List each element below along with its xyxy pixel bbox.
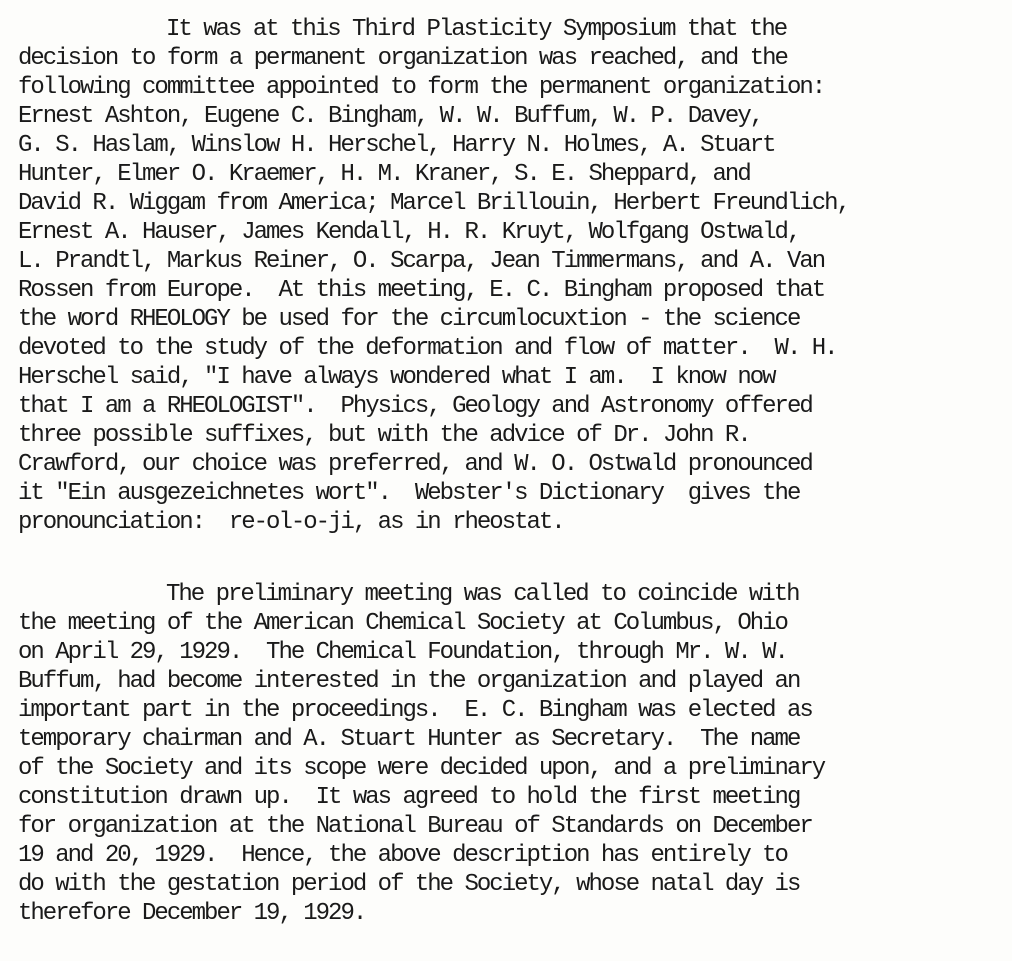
- text-line: important part in the proceedings. E. C. Bingham was elected as: [18, 697, 812, 724]
- text-line: following committee appointed to form the permanent organization:: [18, 74, 825, 101]
- text-line: temporary chairman and A. Stuart Hunter as Secretary. The name: [18, 726, 800, 753]
- text-line: for organization at the National Bureau of Standards on December: [18, 813, 812, 840]
- text-line: of the Society and its scope were decided upon, and a preliminary: [18, 755, 825, 782]
- text-line: G. S. Haslam, Winslow H. Herschel, Harry N. Holmes, A. Stuart: [18, 132, 775, 159]
- text-line: Rossen from Europe. At this meeting, E. C. Bingham proposed that: [18, 277, 825, 304]
- text-line: Buffum, had become interested in the organization and played an: [18, 668, 800, 695]
- text-line: do with the gestation period of the Society, whose natal day is: [18, 871, 800, 898]
- text-line: David R. Wiggam from America; Marcel Brillouin, Herbert Freundlich,: [18, 190, 849, 217]
- text-line: that I am a RHEOLOGIST". Physics, Geology and Astronomy offered: [18, 393, 812, 420]
- text-line: the word RHEOLOGY be used for the circumlocuxtion - the science: [18, 306, 800, 333]
- text-line: constitution drawn up. It was agreed to hold the first meeting: [18, 784, 800, 811]
- text-line: Ernest Ashton, Eugene C. Bingham, W. W. Buffum, W. P. Davey,: [18, 103, 763, 130]
- text-line: decision to form a permanent organization was reached, and the: [18, 45, 787, 72]
- text-line: therefore December 19, 1929.: [18, 900, 366, 927]
- text-line: the meeting of the American Chemical Society at Columbus, Ohio: [18, 610, 787, 637]
- text-line: Ernest A. Hauser, James Kendall, H. R. Kruyt, Wolfgang Ostwald,: [18, 219, 800, 246]
- text-line: Herschel said, "I have always wondered what I am. I know now: [18, 364, 775, 391]
- text-line: L. Prandtl, Markus Reiner, O. Scarpa, Jean Timmermans, and A. Van: [18, 248, 825, 275]
- text-line: Hunter, Elmer O. Kraemer, H. M. Kraner, S. E. Sheppard, and: [18, 161, 750, 188]
- text-line: 19 and 20, 1929. Hence, the above description has entirely to: [18, 842, 787, 869]
- text-line: pronounciation: re-ol-o-ji, as in rheostat.: [18, 509, 564, 536]
- text-line: on April 29, 1929. The Chemical Foundation, through Mr. W. W.: [18, 639, 787, 666]
- text-line: it "Ein ausgezeichnetes wort". Webster's Dictionary gives the: [18, 480, 800, 507]
- text-line: devoted to the study of the deformation and flow of matter. W. H.: [18, 335, 837, 362]
- text-line: It was at this Third Plasticity Symposium that the: [166, 16, 787, 43]
- text-line: Crawford, our choice was preferred, and W. O. Ostwald pronounced: [18, 451, 812, 478]
- text-line: three possible suffixes, but with the advice of Dr. John R.: [18, 422, 750, 449]
- text-line: The preliminary meeting was called to coincide with: [166, 581, 799, 608]
